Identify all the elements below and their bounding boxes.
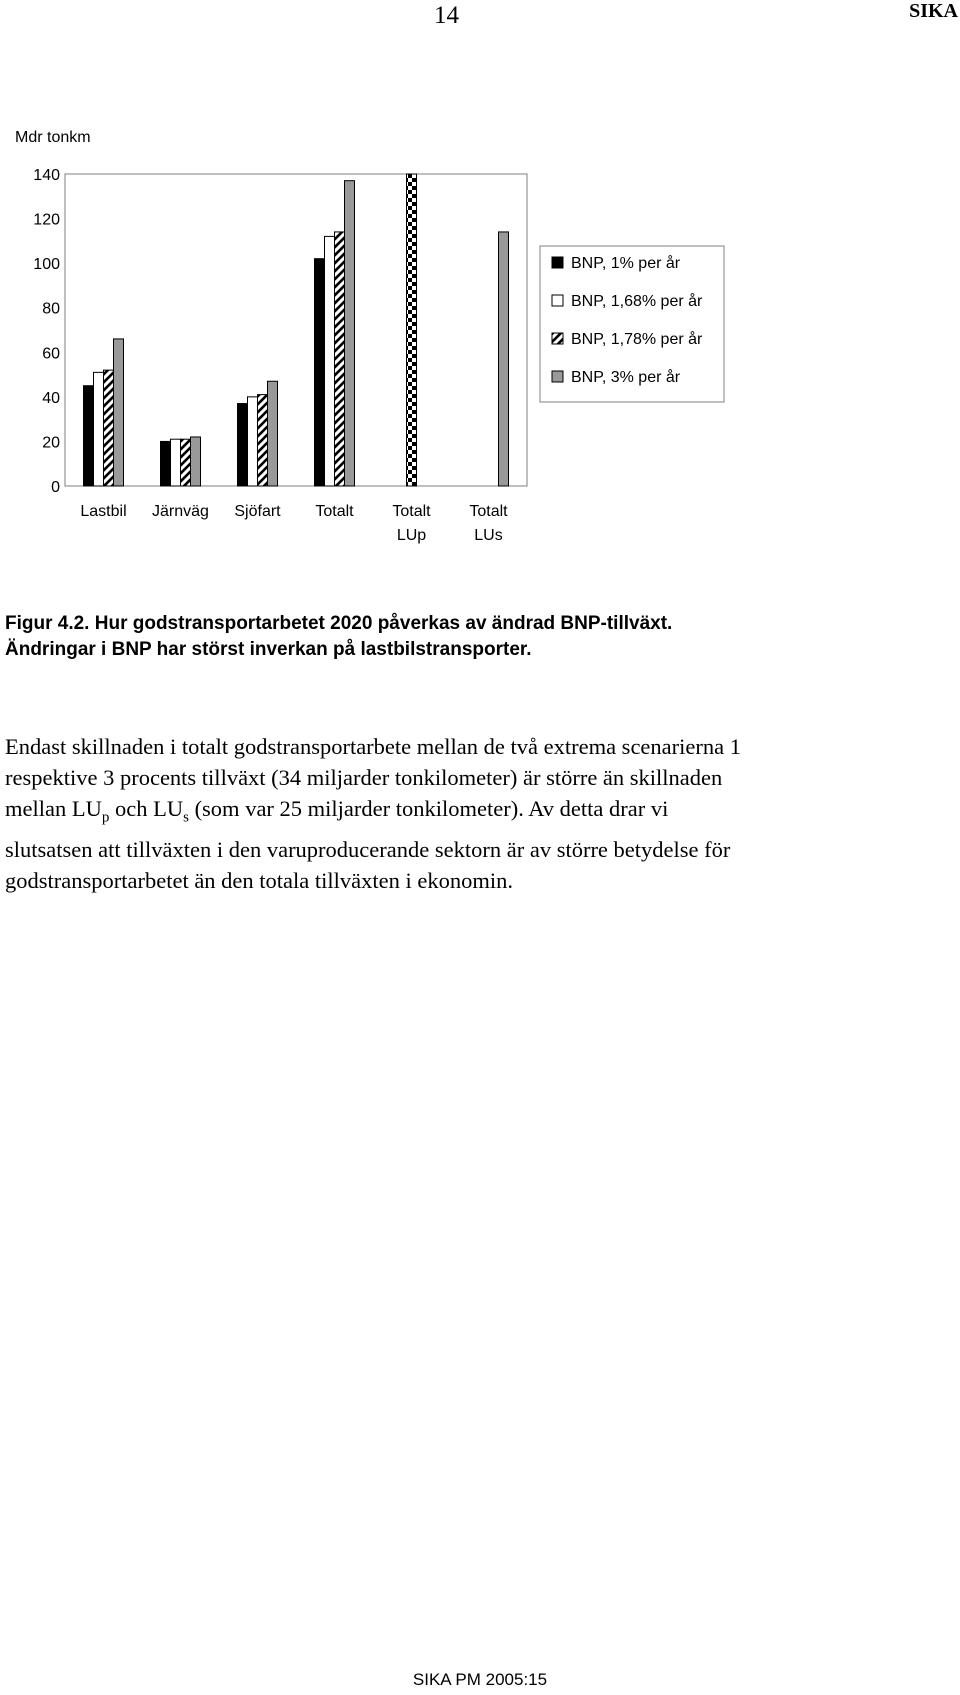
bars [84,174,509,486]
caption-line-1: Figur 4.2. Hur godstransportarbetet 2020 påverkas av ändrad BNP-tillväxt. [5,613,673,634]
header-label: SIKA [909,0,958,22]
footer: SIKA PM 2005:15 [412,1670,548,1689]
x-tick-label: Totalt [315,503,354,520]
figure-caption [5,611,945,663]
body-paragraph [5,731,955,896]
legend-label: BNP, 1,68% per år [571,293,703,310]
body-line-3 [5,793,955,834]
body-line-3-part-c: (som var 25 miljarder tonkilometer). Av detta drar vi [188,796,669,821]
bar-black [315,259,325,486]
body-line-3-part-a: mellan LU [5,796,102,821]
body-line-4: slutsatsen att tillväxten i den varuproducerande sektorn är av större betydelse för [5,836,731,862]
subscript-s: s [183,809,189,826]
bar-white [248,397,258,486]
bar-chart [0,118,740,558]
x-tick-label: LUp [396,527,427,544]
bar-checkered [407,174,417,486]
subscript-p: p [101,809,110,826]
legend-swatch [552,257,563,268]
body-line-1: Endast skillnaden i totalt godstransportarbete mellan de två extrema scenarierna 1 [5,734,741,759]
bar-white [94,372,104,486]
x-tick-label: Totalt [469,503,508,520]
y-tick-label: 80 [42,300,60,318]
bar-diagonal-hatch [181,439,191,486]
x-axis-labels [80,503,508,544]
x-tick-label: Totalt [392,503,431,520]
caption-line-2: Ändringar i BNP har störst inverkan på lastbilstransporter. [5,639,532,660]
page-number: 14 [434,2,459,29]
bar-black [84,386,94,486]
x-tick-label: Järnväg [152,503,209,520]
y-axis-ticks [33,167,60,496]
bar-gray [191,437,201,486]
bar-black [161,441,171,486]
body-line-5: godstransportarbetet än den totala tillväxten i ekonomin. [5,867,513,893]
y-tick-label: 0 [51,479,60,496]
bar-diagonal-hatch [335,232,345,486]
legend [540,246,724,402]
bar-gray [114,339,124,486]
legend-label: BNP, 3% per år [571,369,681,386]
bar-gray [268,381,278,486]
y-tick-label: 120 [33,211,60,229]
x-tick-label: Lastbil [80,503,127,520]
bar-white [325,236,335,486]
x-tick-label: Sjöfart [234,503,281,520]
y-tick-label: 100 [33,256,60,274]
legend-swatch [552,295,563,306]
plot-area [65,174,527,486]
y-axis-label: Mdr tonkm [15,129,91,146]
y-tick-label: 140 [33,167,60,184]
y-tick-label: 20 [42,434,60,452]
bar-white [171,439,181,486]
legend-swatch [552,371,563,382]
x-tick-label: LUs [474,527,503,544]
bar-diagonal-hatch [258,395,268,486]
legend-swatch [552,333,563,344]
bar-gray [345,181,355,486]
bar-gray [499,232,509,486]
body-line-2: respektive 3 procents tillväxt (34 miljarder tonkilometer) är större än skillnaden [5,765,723,790]
legend-label: BNP, 1,78% per år [571,331,703,348]
y-tick-label: 40 [42,389,60,407]
bar-black [238,404,248,486]
y-tick-label: 60 [42,345,60,363]
bar-diagonal-hatch [104,370,114,486]
legend-label: BNP, 1% per år [571,255,681,272]
body-line-3-part-b: och LU [109,796,184,821]
